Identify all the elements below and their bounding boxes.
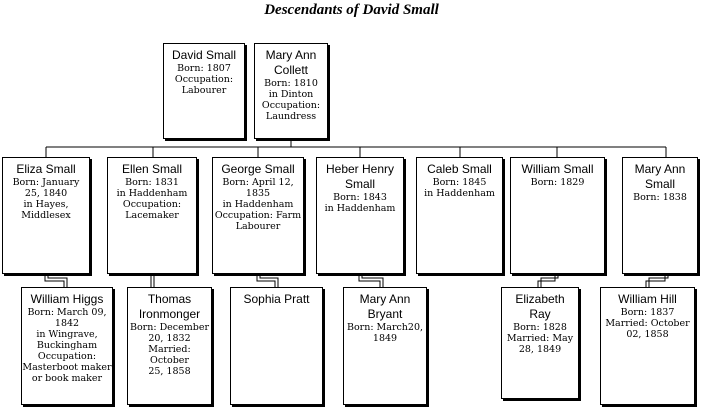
person-box-child — [510, 157, 605, 274]
person-box-child — [416, 157, 503, 274]
person-detail: in Haddenham — [324, 203, 396, 214]
person-detail: 25, 1840 — [24, 188, 68, 199]
person-detail: Born: 1807 — [177, 63, 231, 74]
person-detail: Born: 1845 — [432, 177, 487, 188]
person-detail: Born: 1837 — [620, 307, 675, 318]
person-detail: Born: 1843 — [333, 192, 387, 203]
person-detail: Labourer — [235, 221, 281, 232]
person-box-child — [2, 157, 90, 274]
person-detail: 02, 1858 — [626, 329, 669, 340]
person-detail: Born: 1829 — [530, 177, 585, 188]
person-detail: Born: 1838 — [633, 192, 687, 203]
person-detail: in Haddenham — [424, 188, 495, 199]
person-box-spouse — [127, 287, 212, 405]
person-box-spouse — [600, 287, 695, 405]
person-detail: 1849 — [372, 333, 398, 344]
person-detail: 1842 — [54, 318, 80, 329]
person-box-mother — [254, 43, 328, 139]
person-name: Heber Henry — [325, 162, 395, 176]
person-detail: Occupation: — [37, 351, 97, 362]
person-detail: Labourer — [181, 85, 227, 96]
person-detail: Married: October — [148, 344, 191, 366]
person-name: David Small — [171, 48, 237, 62]
person-detail: 20, 1832 — [148, 333, 191, 344]
person-detail: 1835 — [245, 188, 271, 199]
person-box-spouse — [343, 287, 427, 405]
person-detail: in Haddenham — [222, 199, 294, 210]
person-box-child — [212, 157, 304, 274]
person-name: Mary Ann — [359, 292, 411, 306]
person-name: Thomas — [147, 292, 192, 306]
person-name: Elizabeth — [515, 292, 565, 306]
person-detail: Married: May — [506, 333, 574, 344]
person-detail: Married: October — [605, 318, 690, 329]
person-name: Bryant — [367, 307, 403, 321]
person-box-spouse — [21, 287, 113, 405]
person-name: Collett — [273, 63, 308, 77]
person-detail: Born: 1828 — [513, 322, 567, 333]
person-detail: Occupation: Farm — [214, 210, 302, 221]
person-detail: 25, 1858 — [148, 366, 191, 377]
person-name: Ironmonger — [138, 307, 201, 321]
person-detail: Born: March20, — [346, 322, 424, 333]
person-detail: Born: March 09, — [27, 307, 107, 318]
person-detail: or book maker — [31, 373, 103, 384]
person-detail: 28, 1849 — [518, 344, 562, 355]
person-detail: Born: April 12, — [222, 177, 294, 188]
person-box-child — [622, 157, 698, 274]
person-detail: Born: 1810 — [264, 78, 318, 89]
person-detail: Occupation: — [174, 74, 234, 85]
diagram-title: Descendants of David Small — [264, 2, 439, 18]
person-detail: Masterboot maker — [22, 362, 112, 373]
person-detail: in Haddenham — [116, 188, 188, 199]
person-detail: in Hayes, — [23, 199, 69, 210]
person-detail: in Wingrave, — [36, 329, 98, 340]
person-detail: Laundress — [265, 111, 317, 122]
person-name: William Small — [521, 162, 594, 176]
person-name: Caleb Small — [427, 162, 492, 176]
person-detail: Occupation: — [122, 199, 182, 210]
person-name: Small — [644, 177, 675, 191]
person-name: Ellen Small — [121, 162, 183, 176]
person-name: William Hill — [618, 292, 677, 306]
person-detail: Occupation: — [261, 100, 321, 111]
person-box-spouse — [501, 287, 579, 399]
person-detail: Born: December — [129, 322, 209, 333]
person-name: Small — [344, 177, 375, 191]
person-name: Mary Ann — [265, 48, 317, 62]
person-name: William Higgs — [30, 292, 104, 306]
person-detail: Lacemaker — [125, 210, 179, 221]
person-detail: Middlesex — [21, 210, 71, 221]
person-name: Ray — [529, 307, 551, 321]
person-name: Eliza Small — [16, 162, 76, 176]
person-name: George Small — [221, 162, 295, 176]
person-box-child — [107, 157, 197, 274]
person-detail: Born: 1831 — [125, 177, 179, 188]
person-box-spouse — [230, 287, 323, 405]
person-detail: Born: January — [12, 177, 80, 188]
person-box-father — [163, 43, 245, 139]
person-name: Mary Ann — [634, 162, 686, 176]
person-detail: Buckingham — [36, 340, 98, 351]
person-box-child — [316, 157, 404, 274]
person-detail: in Dinton — [268, 89, 314, 100]
person-name: Sophia Pratt — [243, 292, 310, 306]
